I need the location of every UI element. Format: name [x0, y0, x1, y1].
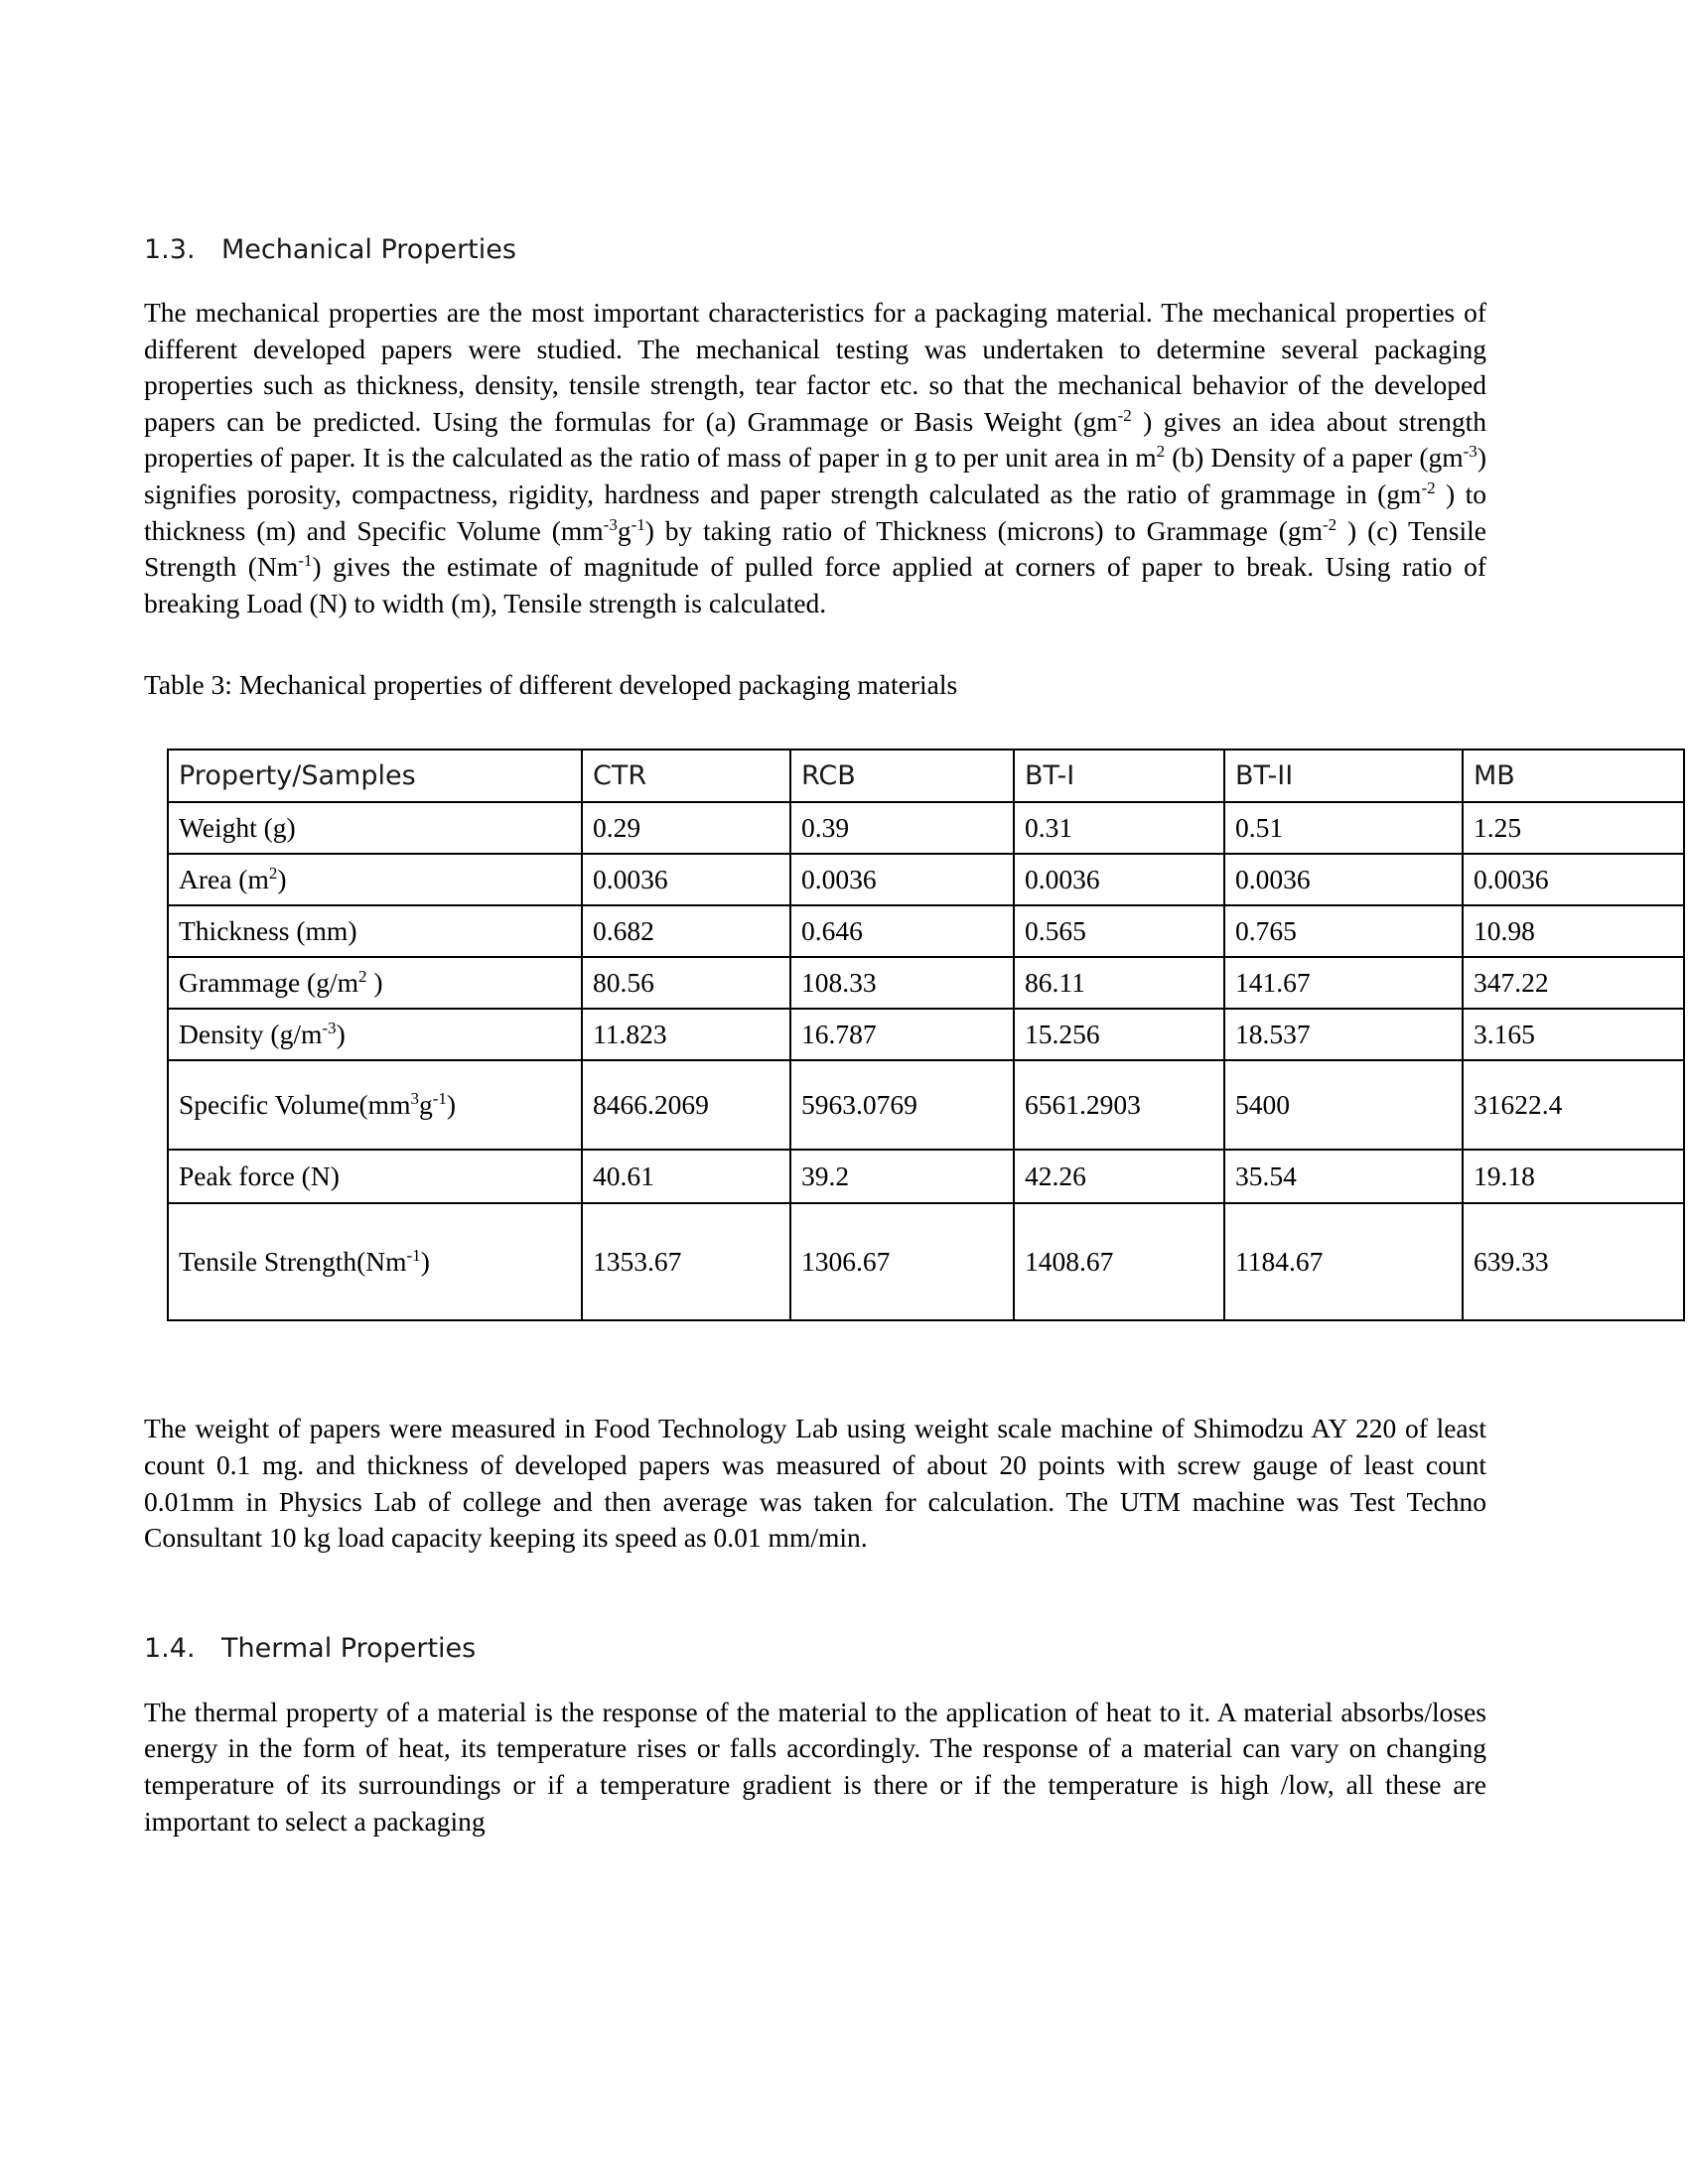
value-cell: 0.31 [1014, 802, 1224, 854]
column-header-mb: MB [1463, 750, 1684, 802]
thermal-properties-paragraph: The thermal property of a material is the response of the material to the application of heat to it. A material absorbs/loses energy in the form of heat, its temperature rises or falls accordingly. The response of a material can vary on changing temperature of its surroundings or if a temperature gradient is there or if the temperature is high /low, all these are important to select a packaging [144, 1696, 1486, 1837]
value-cell: 11.823 [582, 1009, 790, 1060]
value-cell: 0.682 [582, 905, 790, 957]
value-cell: 0.0036 [790, 854, 1014, 905]
value-cell: 0.51 [1224, 802, 1463, 854]
superscript: -3 [322, 1019, 337, 1038]
superscript: -2 [1323, 514, 1337, 534]
superscript: 2 [268, 864, 278, 884]
section-title: Mechanical Properties [221, 234, 516, 265]
value-cell: 0.565 [1014, 905, 1224, 957]
section-number: 1.4. [144, 1632, 196, 1664]
column-header-bt-ii: BT-II [1224, 750, 1463, 802]
row-label: Peak force (N) [168, 1150, 582, 1203]
superscript: 2 [357, 967, 367, 987]
superscript: -1 [406, 1246, 421, 1266]
value-cell: 19.18 [1463, 1150, 1684, 1203]
value-cell: 0.39 [790, 802, 1014, 854]
section-heading-1-4 [144, 1633, 1486, 1664]
value-cell: 5400 [1224, 1060, 1463, 1150]
value-cell: 0.0036 [1224, 854, 1463, 905]
superscript: 2 [1156, 442, 1166, 462]
superscript: -1 [298, 551, 313, 570]
table-header-row [168, 750, 1684, 802]
table-row-thickness [168, 905, 1684, 957]
value-cell: 0.29 [582, 802, 790, 854]
row-label: Tensile $Strength(Nm^{-1})$ [168, 1203, 582, 1320]
value-cell: 1353.67 [582, 1203, 790, 1320]
table-row-grammage [168, 957, 1684, 1009]
superscript: -3 [603, 514, 618, 534]
value-cell: 35.54 [1224, 1150, 1463, 1203]
table-caption: Table 3: Mechanical properties of different developed packaging materials [144, 669, 958, 701]
superscript: -3 [1463, 442, 1477, 462]
value-cell: 42.26 [1014, 1150, 1224, 1203]
column-header-bt-i: BT-I [1014, 750, 1224, 802]
value-cell: 80.56 [582, 957, 790, 1009]
value-cell: 31622.4 [1463, 1060, 1684, 1150]
row-label: Weight (g) [168, 802, 582, 854]
section-number: 1.3. [144, 234, 196, 265]
value-cell: 6561.2903 [1014, 1060, 1224, 1150]
value-cell: 347.22 [1463, 957, 1684, 1009]
value-cell: 40.61 [582, 1150, 790, 1203]
value-cell: 0.0036 [1463, 854, 1684, 905]
superscript: -2 [1117, 405, 1132, 425]
column-header-property-samples: Property/Samples [168, 750, 582, 802]
value-cell: 8466.2069 [582, 1060, 790, 1150]
superscript: 3 [410, 1089, 419, 1109]
row-label: Density $(g/m^{-3})$ [168, 1009, 582, 1060]
value-cell: 16.787 [790, 1009, 1014, 1060]
superscript: -1 [432, 1089, 447, 1109]
superscript: -1 [631, 514, 645, 534]
value-cell: 0.0036 [1014, 854, 1224, 905]
table-row-tensile-strength [168, 1203, 1684, 1320]
table-row-peak-force [168, 1150, 1684, 1203]
section-title: Thermal Properties [221, 1632, 477, 1664]
row-label: Specific $Volume(mm^3g^{-1})$ [168, 1060, 582, 1150]
row-label: Grammage ($g/m^2$ ) [168, 957, 582, 1009]
value-cell: 15.256 [1014, 1009, 1224, 1060]
section-heading-1-3 [144, 0, 1486, 265]
measurement-methods-paragraph: The weight of papers were measured in Food Technology Lab using weight scale machine of Shimodzu AY 220 of least count 0.1 mg. and thickness of developed papers was measured of about 20 points with screw gauge of least count 0.01mm in Physics Lab of college and then average was taken for calculation. The UTM machine was Test Techno Consultant 10 kg load capacity keeping its speed as 0.01 mm/min. [144, 1413, 1486, 1554]
value-cell: 10.98 [1463, 905, 1684, 957]
value-cell: 0.646 [790, 905, 1014, 957]
value-cell: 1184.67 [1224, 1203, 1463, 1320]
value-cell: 3.165 [1463, 1009, 1684, 1060]
value-cell: 108.33 [790, 957, 1014, 1009]
properties-table [167, 749, 1685, 1321]
value-cell: 39.2 [790, 1150, 1014, 1203]
value-cell: 639.33 [1463, 1203, 1684, 1320]
row-label: Thickness (mm) [168, 905, 582, 957]
value-cell: 0.765 [1224, 905, 1463, 957]
table-row-density [168, 1009, 1684, 1060]
value-cell: 1306.67 [790, 1203, 1014, 1320]
value-cell: 1408.67 [1014, 1203, 1224, 1320]
mechanical-properties-paragraph: The mechanical properties are the most important characteristics for a packaging material. The mechanical properties of different developed papers were studied. The mechanical testing was undertaken to determine several packaging properties such as thickness, density, tensile strength, tear factor etc. so that the mechanical behavior of the developed papers can be predicted. Using the formulas for (a) Grammage or Basis Weight ($gm^{-2}$ ) gives an idea about strength properties of paper. It is the calculated as the ratio of mass of paper in g to per unit area in $m^2$ (b) Density of a paper $(gm^{-3})$ signifies porosity, compactness, rigidity, hardness and paper strength calculated as the ratio of grammage in ($gm^{-2}$ ) to thickness (m) and Specific Volume $(mm^{-3}g^{-1})$ by taking ratio of Thickness (microns) to Grammage ($gm^{-2}$ ) (c) Tensile Strength $(Nm^{-1})$ gives the estimate of magnitude of pulled force applied at corners of paper to break. Using ratio of breaking Load (N) to width (m), Tensile strength is calculated. [144, 297, 1487, 618]
value-cell: 5963.0769 [790, 1060, 1014, 1150]
table-row-specific-volume [168, 1060, 1684, 1150]
value-cell: 86.11 [1014, 957, 1224, 1009]
value-cell: 18.537 [1224, 1009, 1463, 1060]
value-cell: 0.0036 [582, 854, 790, 905]
table-row-weight [168, 802, 1684, 854]
column-header-ctr: CTR [582, 750, 790, 802]
superscript: -2 [1421, 478, 1436, 497]
row-label: Area $(m^2)$ [168, 854, 582, 905]
column-header-rcb: RCB [790, 750, 1014, 802]
value-cell: 1.25 [1463, 802, 1684, 854]
table-row-area [168, 854, 1684, 905]
value-cell: 141.67 [1224, 957, 1463, 1009]
